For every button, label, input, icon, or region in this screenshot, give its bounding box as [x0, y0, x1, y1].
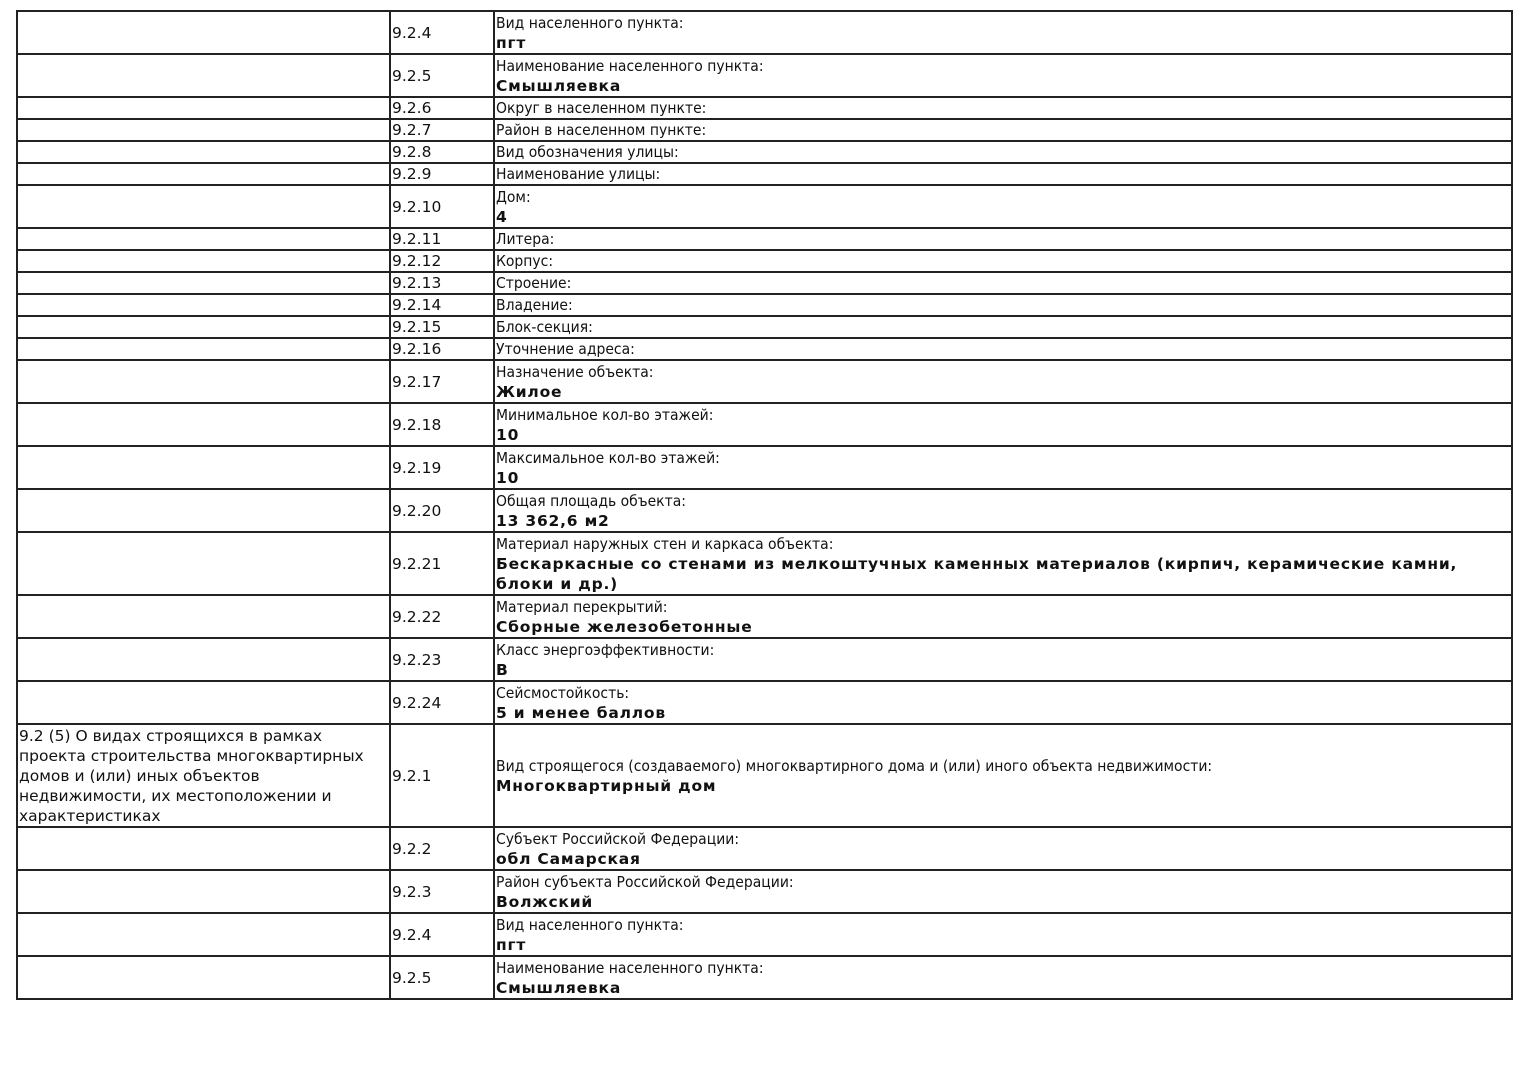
- table-row: [17, 724, 1512, 827]
- field-cell: [494, 316, 1512, 338]
- section-cell: [17, 638, 390, 681]
- table-row: [17, 638, 1512, 681]
- field-label: Класс энергоэффективности:: [496, 640, 715, 659]
- table-row: [17, 681, 1512, 724]
- table-row: [17, 489, 1512, 532]
- field-value: Волжский: [496, 892, 594, 911]
- field-cell: [494, 403, 1512, 446]
- field-label: Материал наружных стен и каркаса объекта:: [496, 534, 834, 553]
- table-row: [17, 272, 1512, 294]
- field-cell: [494, 595, 1512, 638]
- code-cell: 9.2.23: [390, 638, 494, 681]
- field-cell: [494, 185, 1512, 228]
- code-cell: 9.2.4: [390, 11, 494, 54]
- code-cell: 9.2.18: [390, 403, 494, 446]
- field-cell: [494, 870, 1512, 913]
- field-label: Наименование улицы:: [496, 165, 661, 183]
- field-value: пгт: [496, 33, 527, 52]
- field-label: Наименование населенного пункта:: [496, 958, 764, 977]
- section-cell: [17, 97, 390, 119]
- section-cell: [17, 54, 390, 97]
- field-cell: [494, 724, 1512, 827]
- field-value: В: [496, 660, 509, 679]
- field-value: 10: [496, 425, 520, 444]
- section-heading-cell: 9.2 (5) О видах строящихся в рамках проекта строительства многоквартирных домов и (или) иных объектов недвижимости, их местоположении и характеристиках: [17, 724, 390, 827]
- section-cell: [17, 316, 390, 338]
- field-cell: [494, 489, 1512, 532]
- field-value: пгт: [496, 935, 527, 954]
- field-value: 5 и менее баллов: [496, 703, 666, 722]
- table-row: [17, 119, 1512, 141]
- field-cell: [494, 54, 1512, 97]
- field-label: Общая площадь объекта:: [496, 491, 686, 510]
- code-cell: 9.2.14: [390, 294, 494, 316]
- table-row: [17, 185, 1512, 228]
- field-value: 4: [496, 207, 508, 226]
- code-cell: 9.2.19: [390, 446, 494, 489]
- field-label: Вид обозначения улицы:: [496, 143, 679, 161]
- code-cell: 9.2.15: [390, 316, 494, 338]
- section-cell: [17, 913, 390, 956]
- field-label: Вид населенного пункта:: [496, 13, 684, 32]
- field-label: Сейсмостойкость:: [496, 683, 630, 702]
- section-cell: [17, 163, 390, 185]
- section-cell: [17, 681, 390, 724]
- field-cell: [494, 250, 1512, 272]
- code-cell: 9.2.16: [390, 338, 494, 360]
- table-row: [17, 54, 1512, 97]
- field-value: Многоквартирный дом: [496, 776, 717, 795]
- field-label: Наименование населенного пункта:: [496, 56, 764, 75]
- field-label: Район субъекта Российской Федерации:: [496, 872, 794, 891]
- section-cell: [17, 141, 390, 163]
- section-cell: [17, 870, 390, 913]
- section-cell: [17, 489, 390, 532]
- table-row: [17, 163, 1512, 185]
- field-label: Район в населенном пункте:: [496, 121, 707, 139]
- field-value: Жилое: [496, 382, 563, 401]
- code-cell: 9.2.20: [390, 489, 494, 532]
- field-label: Субъект Российской Федерации:: [496, 829, 740, 848]
- field-cell: [494, 638, 1512, 681]
- table-row: [17, 827, 1512, 870]
- table-row: [17, 141, 1512, 163]
- field-value: Сборные железобетонные: [496, 617, 753, 636]
- field-cell: [494, 11, 1512, 54]
- field-value: обл Самарская: [496, 849, 641, 868]
- field-label: Уточнение адреса:: [496, 340, 635, 358]
- field-label: Максимальное кол-во этажей:: [496, 448, 720, 467]
- field-cell: [494, 294, 1512, 316]
- table-row: [17, 956, 1512, 999]
- code-cell: 9.2.5: [390, 54, 494, 97]
- code-cell: 9.2.1: [390, 724, 494, 827]
- table-row: [17, 532, 1512, 595]
- table-row: [17, 360, 1512, 403]
- table-row: [17, 316, 1512, 338]
- field-label: Дом:: [496, 187, 531, 206]
- table-row: [17, 228, 1512, 250]
- section-cell: [17, 294, 390, 316]
- code-cell: 9.2.3: [390, 870, 494, 913]
- code-cell: 9.2.2: [390, 827, 494, 870]
- field-cell: [494, 681, 1512, 724]
- field-cell: [494, 532, 1512, 595]
- code-cell: 9.2.5: [390, 956, 494, 999]
- section-cell: [17, 228, 390, 250]
- field-cell: [494, 119, 1512, 141]
- field-label: Вид населенного пункта:: [496, 915, 684, 934]
- section-cell: [17, 446, 390, 489]
- field-cell: [494, 228, 1512, 250]
- table-row: [17, 294, 1512, 316]
- section-cell: [17, 11, 390, 54]
- code-cell: 9.2.13: [390, 272, 494, 294]
- field-cell: [494, 913, 1512, 956]
- table-row: [17, 446, 1512, 489]
- section-cell: [17, 360, 390, 403]
- section-cell: [17, 532, 390, 595]
- field-label: Блок-секция:: [496, 318, 593, 336]
- field-cell: [494, 827, 1512, 870]
- section-cell: [17, 119, 390, 141]
- table-row: [17, 403, 1512, 446]
- section-cell: [17, 403, 390, 446]
- field-label: Округ в населенном пункте:: [496, 99, 707, 117]
- code-cell: 9.2.11: [390, 228, 494, 250]
- table-row: [17, 913, 1512, 956]
- code-cell: 9.2.21: [390, 532, 494, 595]
- section-cell: [17, 185, 390, 228]
- table-row: [17, 11, 1512, 54]
- section-cell: [17, 827, 390, 870]
- table-row: [17, 250, 1512, 272]
- table-row: [17, 97, 1512, 119]
- section-cell: [17, 250, 390, 272]
- field-label: Владение:: [496, 296, 573, 314]
- field-label: Строение:: [496, 274, 572, 292]
- field-cell: [494, 97, 1512, 119]
- code-cell: 9.2.7: [390, 119, 494, 141]
- field-label: Литера:: [496, 230, 555, 248]
- section-cell: [17, 272, 390, 294]
- code-cell: 9.2.8: [390, 141, 494, 163]
- field-value: Смышляевка: [496, 76, 622, 95]
- field-cell: [494, 338, 1512, 360]
- table-row: [17, 870, 1512, 913]
- field-value: Бескаркасные со стенами из мелкоштучных каменных материалов (кирпич, керамические камни, блоки и др.): [496, 554, 1458, 593]
- field-cell: [494, 360, 1512, 403]
- field-value: 10: [496, 468, 520, 487]
- project-declaration-table: [16, 10, 1513, 1000]
- field-cell: [494, 141, 1512, 163]
- code-cell: 9.2.17: [390, 360, 494, 403]
- table-row: [17, 595, 1512, 638]
- field-label: Минимальное кол-во этажей:: [496, 405, 714, 424]
- field-label: Назначение объекта:: [496, 362, 654, 381]
- code-cell: 9.2.4: [390, 913, 494, 956]
- section-cell: [17, 956, 390, 999]
- section-cell: [17, 338, 390, 360]
- field-label: Материал перекрытий:: [496, 597, 668, 616]
- field-cell: [494, 163, 1512, 185]
- code-cell: 9.2.6: [390, 97, 494, 119]
- code-cell: 9.2.12: [390, 250, 494, 272]
- code-cell: 9.2.24: [390, 681, 494, 724]
- code-cell: 9.2.22: [390, 595, 494, 638]
- section-cell: [17, 595, 390, 638]
- code-cell: 9.2.9: [390, 163, 494, 185]
- table-row: [17, 338, 1512, 360]
- field-value: 13 362,6 м2: [496, 511, 610, 530]
- field-cell: [494, 956, 1512, 999]
- code-cell: 9.2.10: [390, 185, 494, 228]
- field-label: Корпус:: [496, 252, 554, 270]
- field-value: Смышляевка: [496, 978, 622, 997]
- field-cell: [494, 446, 1512, 489]
- field-cell: [494, 272, 1512, 294]
- field-label: Вид строящегося (создаваемого) многоквартирного дома и (или) иного объекта недвижимости:: [496, 756, 1213, 775]
